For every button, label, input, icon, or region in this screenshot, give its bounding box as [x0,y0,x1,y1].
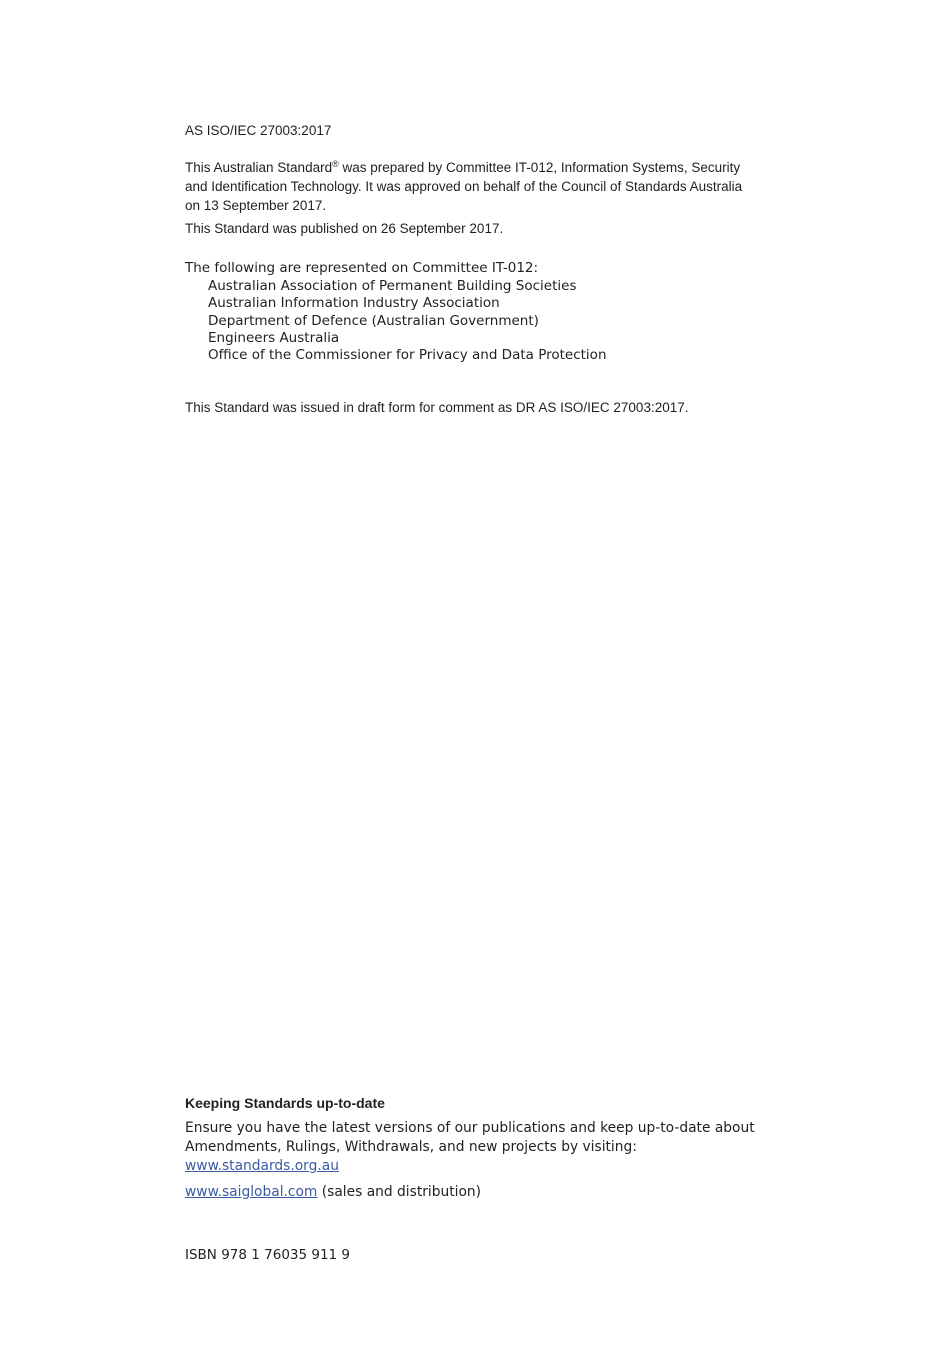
standards-link-line [185,1157,785,1176]
preparation-text-start: This Australian Standard [185,160,333,175]
registered-mark: ® [332,159,339,169]
committee-member: Office of the Commissioner for Privacy and Data Protection [208,347,607,364]
committee-member: Department of Defence (Australian Government) [208,312,539,329]
committee-member: Australian Information Industry Association [208,295,500,312]
isbn-number: ISBN 978 1 76035 911 9 [185,1247,351,1263]
keeping-up-to-date-heading: Keeping Standards up-to-date [185,1095,385,1111]
document-designation: AS ISO/IEC 27003:2017 [185,123,332,138]
committee-member: Australian Association of Permanent Building Societies [208,278,577,294]
draft-note: This Standard was issued in draft form for comment as DR AS ISO/IEC 27003:2017. [185,400,689,415]
committee-member-list [208,278,808,364]
standards-website-link[interactable]: www.standards.org.au [185,1158,339,1174]
preparation-statement [185,155,745,215]
saiglobal-link-line [185,1183,785,1202]
keeping-up-to-date-body: Ensure you have the latest versions of our publications and keep up-to-date about Amendments, Rulings, Withdrawals, and new projects by visiting: [185,1120,755,1155]
committee-member: Engineers Australia [208,329,340,346]
publication-date: This Standard was published on 26 September 2017. [185,221,504,236]
saiglobal-website-link[interactable]: www.saiglobal.com [185,1184,318,1200]
saiglobal-link-suffix: (sales and distribution) [317,1184,482,1200]
committee-intro: The following are represented on Committee IT-012: [185,260,539,276]
preparation-text-end: was prepared by Committee IT-012, Information Systems, Security and Identification Technology. It was approved on behalf of the Council of Standards Australia on 13 September 2017. [185,160,743,213]
